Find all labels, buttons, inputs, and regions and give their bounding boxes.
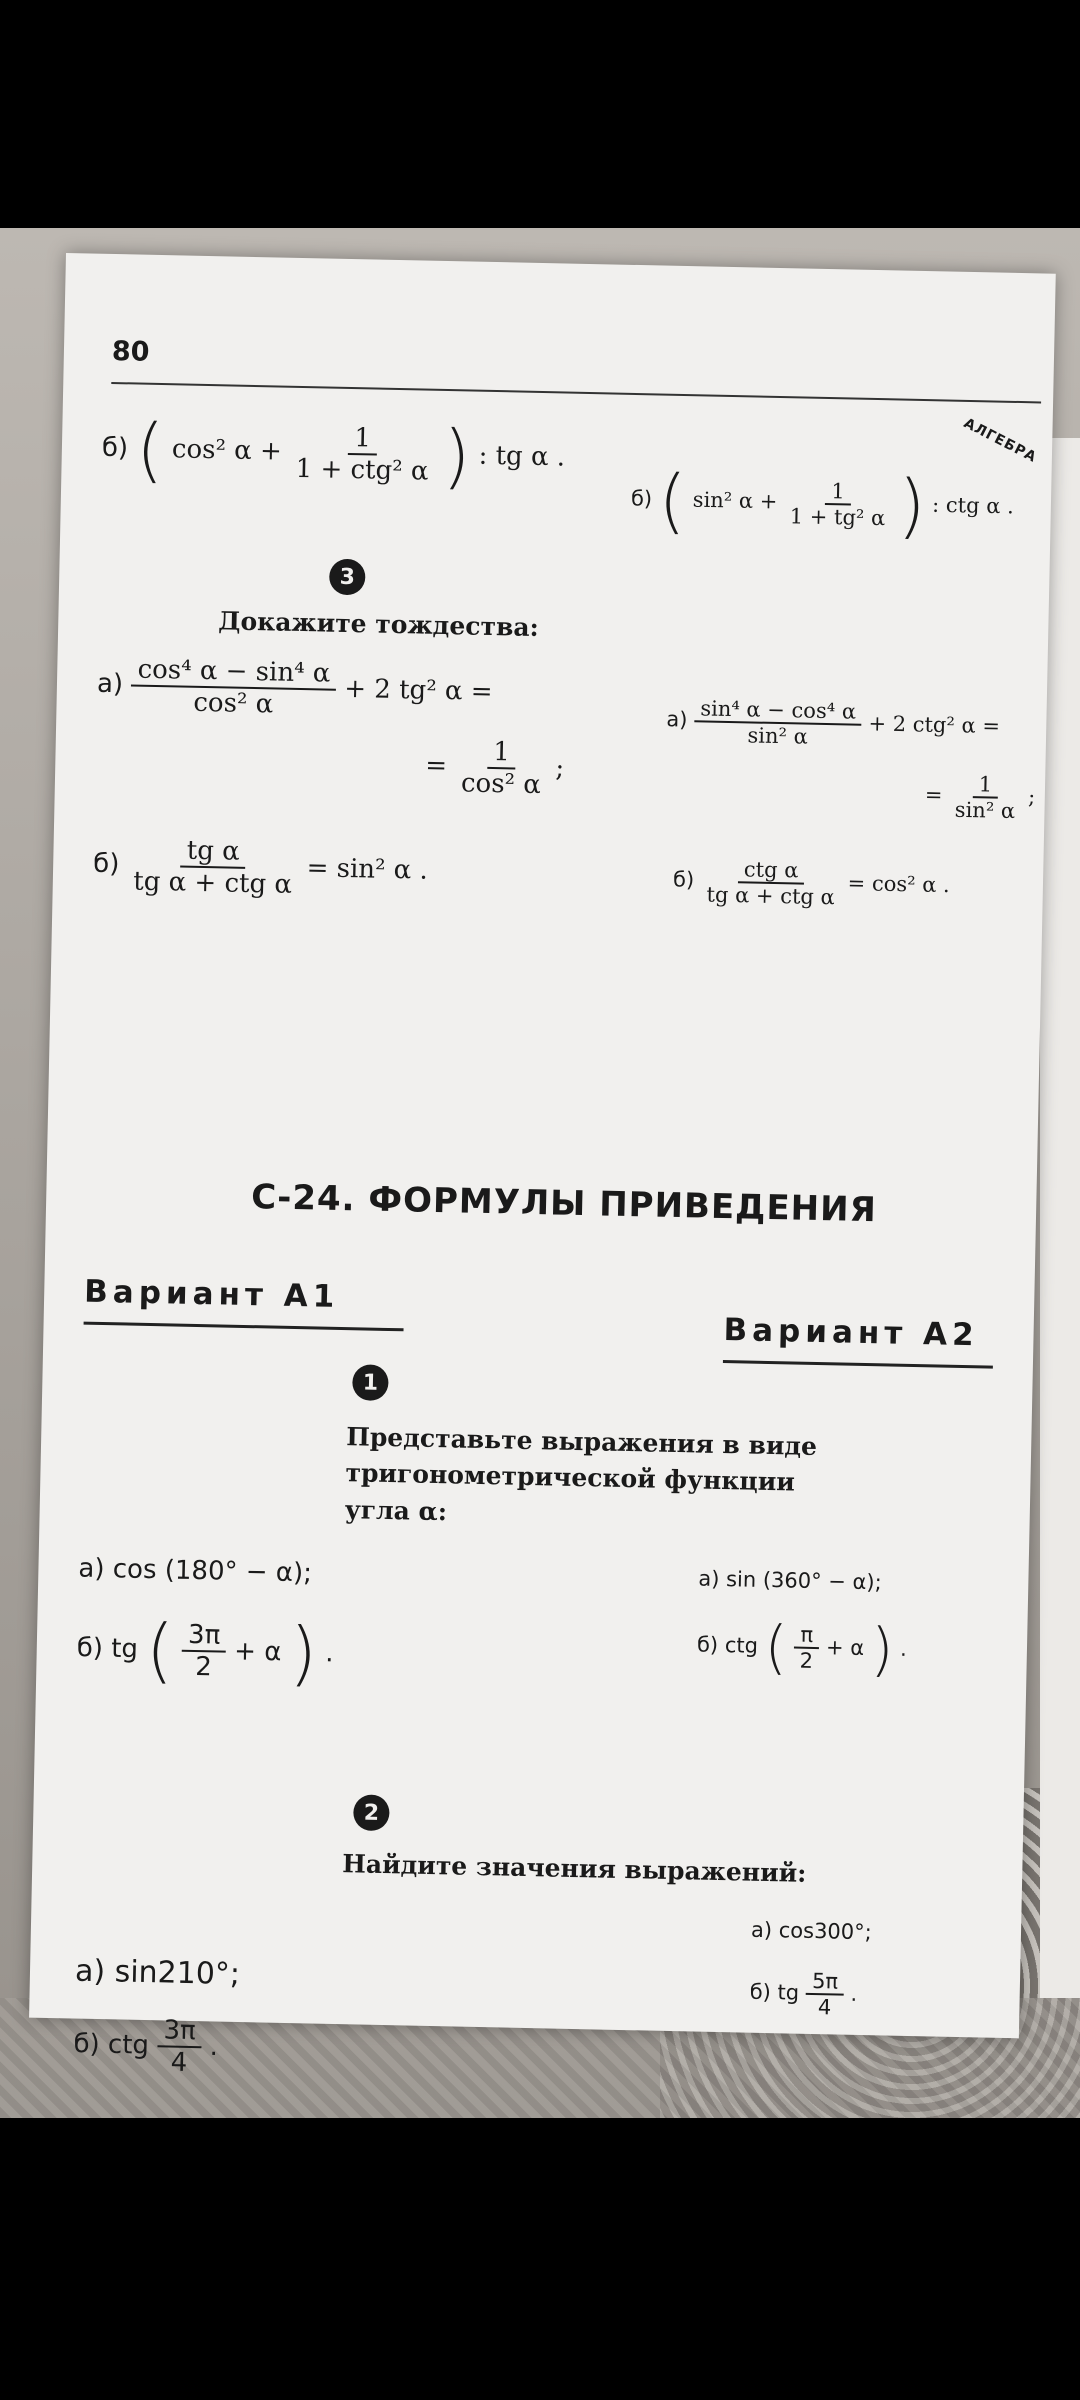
task2-left-a: а) sin210°; xyxy=(74,1953,241,1993)
task1-left-a: а) cos (180° − α); xyxy=(78,1553,313,1589)
variant-left-underline xyxy=(84,1322,404,1332)
task1-left-b: б) tg ( $\frac{3\pi}{2}$ + α ) . xyxy=(76,1608,334,1695)
task3-right-a: а) $\frac{\text{sin⁴ α − cos⁴ α}}{\text{sin² α}}$ + 2 ctg² α = xyxy=(666,696,1001,749)
variant-right-title: Вариант А2 xyxy=(723,1312,980,1354)
book-page xyxy=(29,253,1056,2078)
header-rule xyxy=(111,382,1041,403)
task1-right-a: а) sin (360° − α); xyxy=(698,1566,882,1595)
section-title: С-24. ФОРМУЛЫ ПРИВЕДЕНИЯ xyxy=(250,1177,878,1231)
variant-right-underline xyxy=(723,1360,993,1369)
task-number-badge: 1 xyxy=(352,1364,389,1401)
task2-heading: Найдите значения выражений: xyxy=(342,1849,807,1888)
variant-left-title: Вариант А1 xyxy=(83,1273,340,1315)
task3-right-a-result: = $\frac{1}{\text{sin² α}}$ ; xyxy=(924,772,1036,823)
task3-left-b: б) $\frac{\text{tg α}}{\text{tg α + ctg α}}$ = sin² α . xyxy=(92,835,429,900)
task-number-badge: 2 xyxy=(353,1794,390,1831)
task3-left-a-result: = $\frac{1}{\text{cos² α}}$ ; xyxy=(425,737,565,801)
top-exercise-right: б) ( sin² α + $\frac{1}{\text{1 + tg² α}}$ ) : ctg α . xyxy=(630,459,1015,548)
task1-heading: Представьте выражения в виде тригонометрической функции угла α: xyxy=(344,1422,818,1526)
task3-left-a: а) $\frac{\text{cos⁴ α − sin⁴ α}}{\text{cos² α}}$ + 2 tg² α = xyxy=(96,654,493,720)
task2-right-a: а) cos300°; xyxy=(750,1917,872,1945)
task2-right-b: б) tg $\frac{5\pi}{4}$ . xyxy=(749,1969,858,2020)
task1-right-b: б) ctg ( $\frac{\pi}{2}$ + α ) . xyxy=(696,1612,908,1684)
subject-label: АЛГЕБРА xyxy=(961,415,1040,466)
page-number: 80 xyxy=(111,335,150,368)
photo-background xyxy=(0,228,1080,2118)
task2-left-b: б) ctg $\frac{3\pi}{4}$ . xyxy=(73,2015,219,2078)
task3-right-b: б) $\frac{\text{ctg α}}{\text{tg α + ctg α}}$ = cos² α . xyxy=(672,857,951,910)
top-exercise-left: б) ( cos² α + $\frac{1}{\text{1 + ctg² α}}$ ) : tg α . xyxy=(101,408,566,498)
task-number-badge: 3 xyxy=(329,559,366,596)
task3-heading: Докажите тождества: xyxy=(218,606,540,642)
